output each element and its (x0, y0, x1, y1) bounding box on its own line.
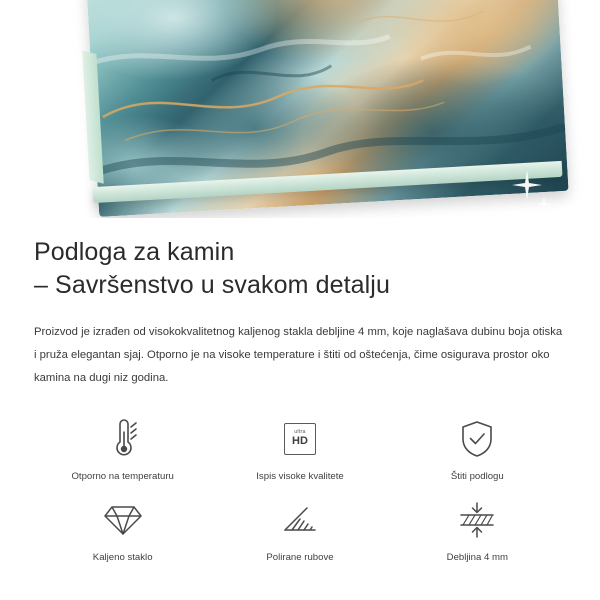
sparkle-icon-small (536, 196, 552, 212)
polished-edges-icon (281, 497, 319, 543)
feature-high-quality-print (211, 416, 388, 483)
hero-image-inner (0, 0, 600, 218)
thermometer-icon (106, 416, 140, 462)
page-title (34, 236, 566, 302)
description-paragraph: Proizvod je izrađen od visokokvalitetnog kaljenog stakla debljine 4 mm, koje naglašava dubinu boja otiska i pruža elegantan sjaj. Otporno je na visoke temperature i štiti od oštećenja, čime osigurava prostor oko kamina na dugi niz godina. (34, 326, 563, 384)
feature-tempered-glass (34, 497, 211, 564)
content-area (0, 236, 600, 565)
page-title-line-1: Podloga za kamin (34, 238, 235, 266)
ultra-hd-icon (284, 416, 316, 462)
hero-image-region (0, 0, 600, 218)
feature-polished-edges (211, 497, 388, 564)
feature-label: Debljina 4 mm (446, 552, 508, 564)
ultra-hd-badge-bottom: HD (292, 435, 308, 448)
page-title-line-2: – Savršenstvo u svakom detalju (34, 271, 390, 299)
feature-temperature-resistant (34, 416, 211, 483)
feature-thickness (389, 497, 566, 564)
feature-label: Štiti podlogu (450, 470, 504, 482)
ultra-hd-badge-top: ultra (294, 429, 306, 436)
diamond-icon (103, 497, 143, 543)
feature-grid (34, 416, 566, 565)
shield-check-icon (459, 416, 495, 462)
feature-label: Polirane rubove (266, 552, 334, 564)
feature-label: Kaljeno staklo (92, 552, 153, 564)
feature-protects-surface (389, 416, 566, 483)
feature-label: Otporno na temperaturu (71, 470, 174, 482)
thickness-icon (457, 497, 497, 543)
feature-label: Ispis visoke kvalitete (256, 470, 344, 482)
